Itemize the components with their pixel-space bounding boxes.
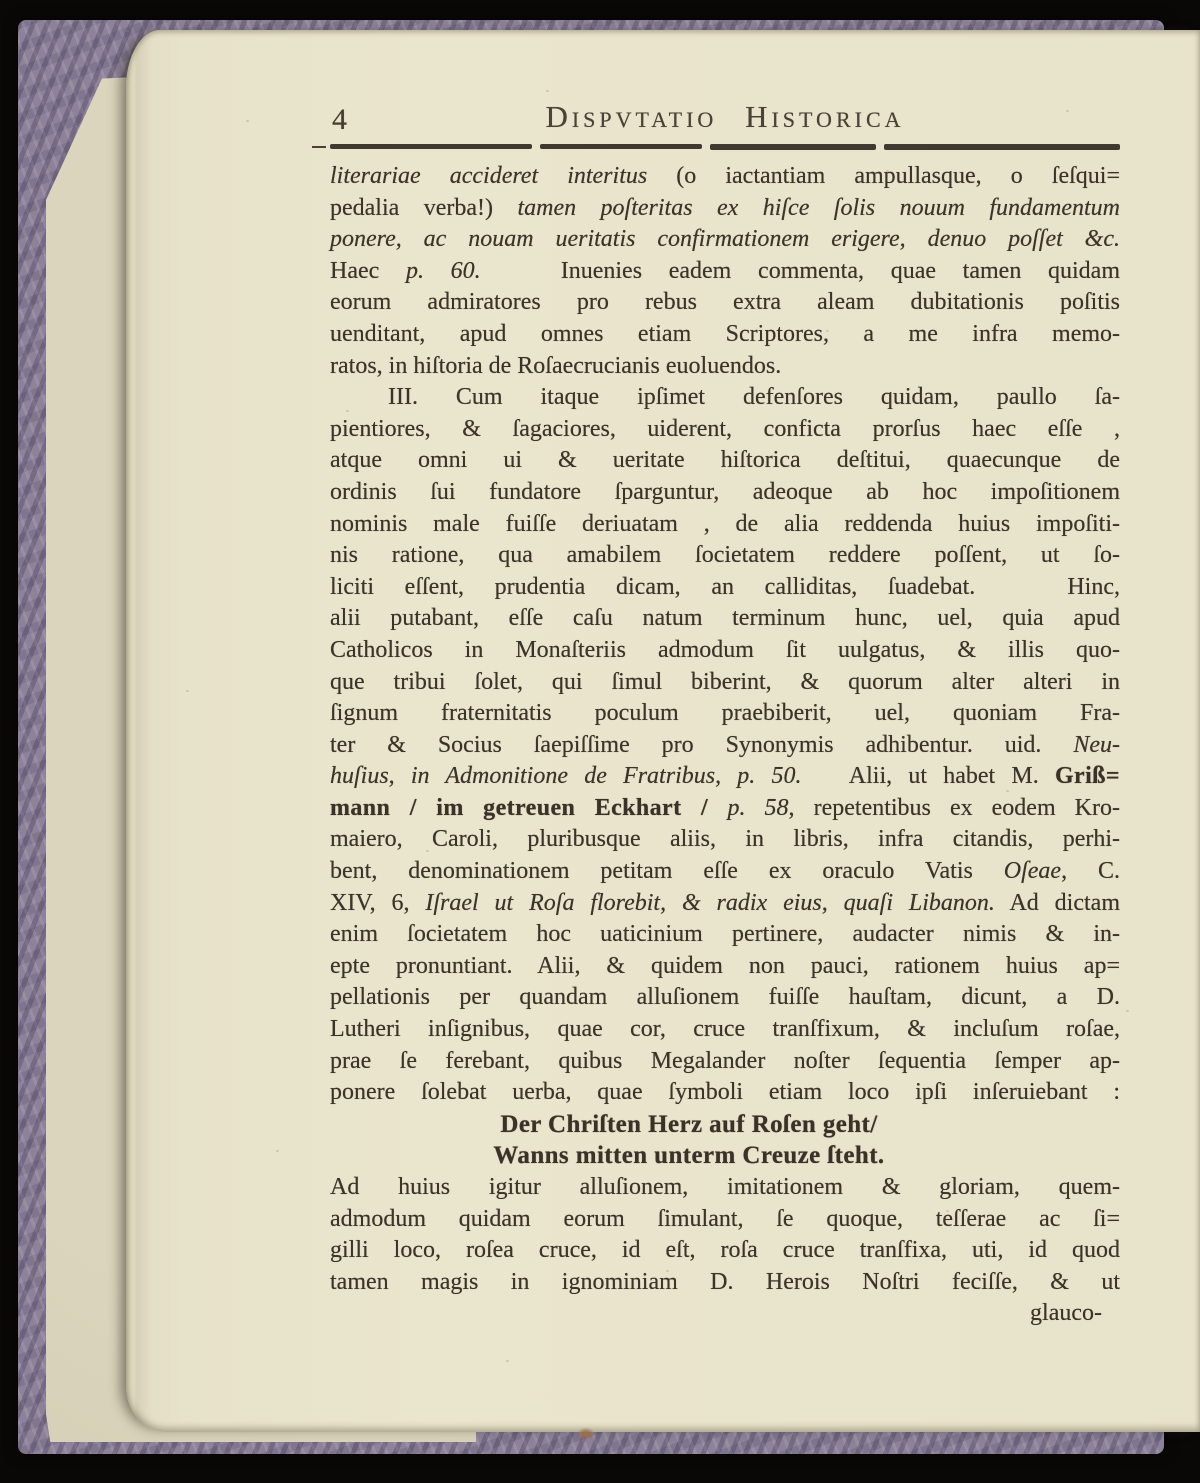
roman-text: nominis male fuiſſe deriuatam , de alia reddenda huius impoſiti- bbox=[330, 510, 1120, 537]
roman-text: Ad huius igitur alluſionem, imitationem & gloriam, quem- bbox=[330, 1174, 1120, 1200]
italic-text: p. 60. bbox=[405, 257, 481, 284]
header-rule-lead-dash bbox=[312, 146, 326, 148]
roman-text: nis ratione, qua amabilem ſocietatem reddere poſſent, ut ſo- bbox=[330, 542, 1120, 569]
text-line bbox=[330, 224, 1120, 256]
text-line bbox=[330, 1046, 1120, 1078]
roman-text: ordinis ſui fundatore ſparguntur, adeoque ab hoc impoſitionem bbox=[330, 478, 1120, 505]
book-page bbox=[126, 30, 1200, 1432]
roman-text: (o iactantiam ampullasque, o ſeſqui= bbox=[676, 163, 1121, 189]
roman-text: uenditant, apud omnes etiam Scriptores, a me infra memo- bbox=[330, 320, 1120, 347]
roman-text: ter & Socius ſaepiſſime pro Synonymis adhibentur. uid. bbox=[330, 731, 1074, 758]
roman-text: tamen magis in ignominiam D. Herois Noſtri feciſſe, & ut bbox=[330, 1268, 1120, 1295]
verse-line bbox=[330, 1140, 1120, 1172]
italic-text: Iſrael ut Roſa florebit, & radix eius, quaſi Libanon. bbox=[425, 889, 995, 916]
italic-text: Neu- bbox=[1073, 731, 1120, 758]
italic-text: literariae accideret interitus bbox=[330, 163, 677, 189]
text-line bbox=[330, 824, 1120, 856]
roman-text: epte pronuntiant. Alii, & quidem non pauci, rationem huius ap= bbox=[330, 952, 1120, 979]
text-line bbox=[330, 1014, 1120, 1046]
fraktur-text: Griß= bbox=[1054, 763, 1120, 790]
roman-text: Catholicos in Monaſteriis admodum ſit uulgatus, & illis quo- bbox=[330, 636, 1120, 663]
text-line bbox=[330, 951, 1120, 983]
page-header bbox=[330, 95, 1120, 141]
header-rule-segment bbox=[540, 144, 702, 149]
text-line bbox=[330, 319, 1120, 351]
text-line bbox=[330, 761, 1120, 793]
text-line bbox=[330, 919, 1120, 951]
paper-speckle-texture bbox=[126, 30, 129, 32]
italic-text: Oſeae bbox=[1003, 858, 1062, 885]
text-line bbox=[330, 888, 1120, 920]
roman-text: ratos, in hiſtoria de Roſaecrucianis euoluendos. bbox=[330, 352, 782, 379]
roman-text: Lutheri inſignibus, quae cor, cruce tranſfixum, & incluſum roſae, bbox=[330, 1016, 1120, 1043]
italic-text: p. 58 bbox=[727, 794, 789, 821]
page-number: 4 bbox=[332, 103, 347, 136]
text-line bbox=[330, 572, 1120, 604]
roman-text: ſignum fraternitatis poculum praebiberit, uel, quoniam Fra- bbox=[330, 700, 1120, 727]
header-rule-segment bbox=[710, 144, 876, 150]
text-line bbox=[330, 1172, 1120, 1204]
header-rule bbox=[330, 143, 1120, 152]
roman-text: III. Cum itaque ipſimet defenſores quidam, paullo ſa- bbox=[388, 384, 1120, 411]
body-text bbox=[330, 161, 1120, 1298]
text-line bbox=[330, 477, 1120, 509]
text-line bbox=[330, 982, 1120, 1014]
header-rule-segment bbox=[330, 144, 532, 149]
text-line bbox=[330, 540, 1120, 572]
text-line bbox=[330, 635, 1120, 667]
text-line bbox=[330, 509, 1120, 541]
text-line bbox=[330, 414, 1120, 446]
italic-text: huſius, in Admonitione de Fratribus, p. 50. bbox=[330, 763, 802, 790]
roman-text: , repetentibus ex eodem Kro- bbox=[788, 794, 1121, 821]
text-line bbox=[330, 161, 1120, 193]
text-line bbox=[330, 256, 1120, 288]
text-line bbox=[330, 603, 1120, 635]
roman-text: eorum admiratores pro rebus extra aleam dubitationis poſitis bbox=[330, 289, 1120, 316]
roman-text: XIV, 6, bbox=[330, 889, 426, 916]
roman-text: ponere ſolebat uerba, quae ſymboli etiam loco ipſi inſeruiebant : bbox=[330, 1079, 1120, 1106]
text-line bbox=[330, 856, 1120, 888]
fraktur-text: mann / im getreuen Eckhart / bbox=[330, 794, 728, 821]
roman-text: gilli loco, roſea cruce, id eſt, roſa cruce tranſfixa, uti, id quod bbox=[330, 1237, 1120, 1264]
roman-text: liciti eſſent, prudentia dicam, an calliditas, ſuadebat. Hinc, bbox=[330, 573, 1120, 600]
roman-text: que tribui ſolet, qui ſimul biberint, & quorum alter alteri in bbox=[330, 668, 1120, 695]
text-line bbox=[330, 667, 1120, 699]
text-block bbox=[330, 95, 1120, 1330]
roman-text: maiero, Caroli, pluribusque aliis, in libris, infra citandis, perhi- bbox=[330, 826, 1120, 853]
roman-text: enim ſocietatem hoc uaticinium pertinere, audacter nimis & in- bbox=[330, 921, 1120, 948]
catchword: glauco- bbox=[1030, 1300, 1102, 1327]
roman-text: pedalia verba!) bbox=[330, 194, 518, 221]
paper-stain bbox=[578, 1428, 594, 1440]
text-line bbox=[330, 287, 1120, 319]
text-line bbox=[330, 351, 1120, 383]
roman-text: Inuenies eadem commenta, quae tamen quidam bbox=[480, 257, 1120, 284]
roman-text: Haec bbox=[330, 257, 406, 284]
roman-text: pientiores, & ſagaciores, uiderent, conficta prorſus haec eſſe , bbox=[330, 415, 1120, 442]
roman-text: Ad dictam bbox=[994, 889, 1120, 916]
fraktur-text: Der Chriſten Herz auf Roſen geht/ bbox=[500, 1110, 878, 1138]
fraktur-text: Wanns mitten unterm Creuze ſteht. bbox=[493, 1142, 885, 1170]
text-line bbox=[330, 1077, 1120, 1109]
roman-text: alii putabant, eſſe caſu natum terminum hunc, uel, quia apud bbox=[330, 605, 1120, 632]
roman-text: , C. bbox=[1061, 858, 1120, 885]
text-line bbox=[330, 1267, 1120, 1299]
roman-text: atque omni ui & ueritate hiſtorica deſtitui, quaecunque de bbox=[330, 447, 1120, 474]
text-line bbox=[330, 1204, 1120, 1236]
italic-text: ponere, ac nouam ueritatis confirmationem erigere, denuo poſſet &c. bbox=[330, 226, 1120, 253]
header-rule-segment bbox=[884, 144, 1120, 150]
text-line bbox=[330, 1235, 1120, 1267]
text-line bbox=[330, 445, 1120, 477]
text-line bbox=[330, 730, 1120, 762]
text-line bbox=[330, 382, 1120, 414]
roman-text: admodum quidam eorum ſimulant, ſe quoque, teſſerae ac ſi= bbox=[330, 1205, 1120, 1232]
roman-text: Alii, ut habet M. bbox=[801, 763, 1055, 790]
text-line bbox=[330, 793, 1120, 825]
text-line bbox=[330, 698, 1120, 730]
roman-text: prae ſe ferebant, quibus Megalander noſter ſequentia ſemper ap- bbox=[330, 1047, 1120, 1074]
roman-text: bent, denominationem petitam eſſe ex oraculo Vatis bbox=[330, 858, 1004, 885]
verse-line bbox=[330, 1109, 1120, 1141]
italic-text: tamen poſteritas ex hiſce ſolis nouum fundamentum bbox=[517, 194, 1120, 221]
roman-text: pellationis per quandam alluſionem fuiſſe hauſtam, dicunt, a D. bbox=[330, 984, 1120, 1011]
running-title: Dispvtatio Historica bbox=[545, 99, 905, 134]
text-line bbox=[330, 193, 1120, 225]
